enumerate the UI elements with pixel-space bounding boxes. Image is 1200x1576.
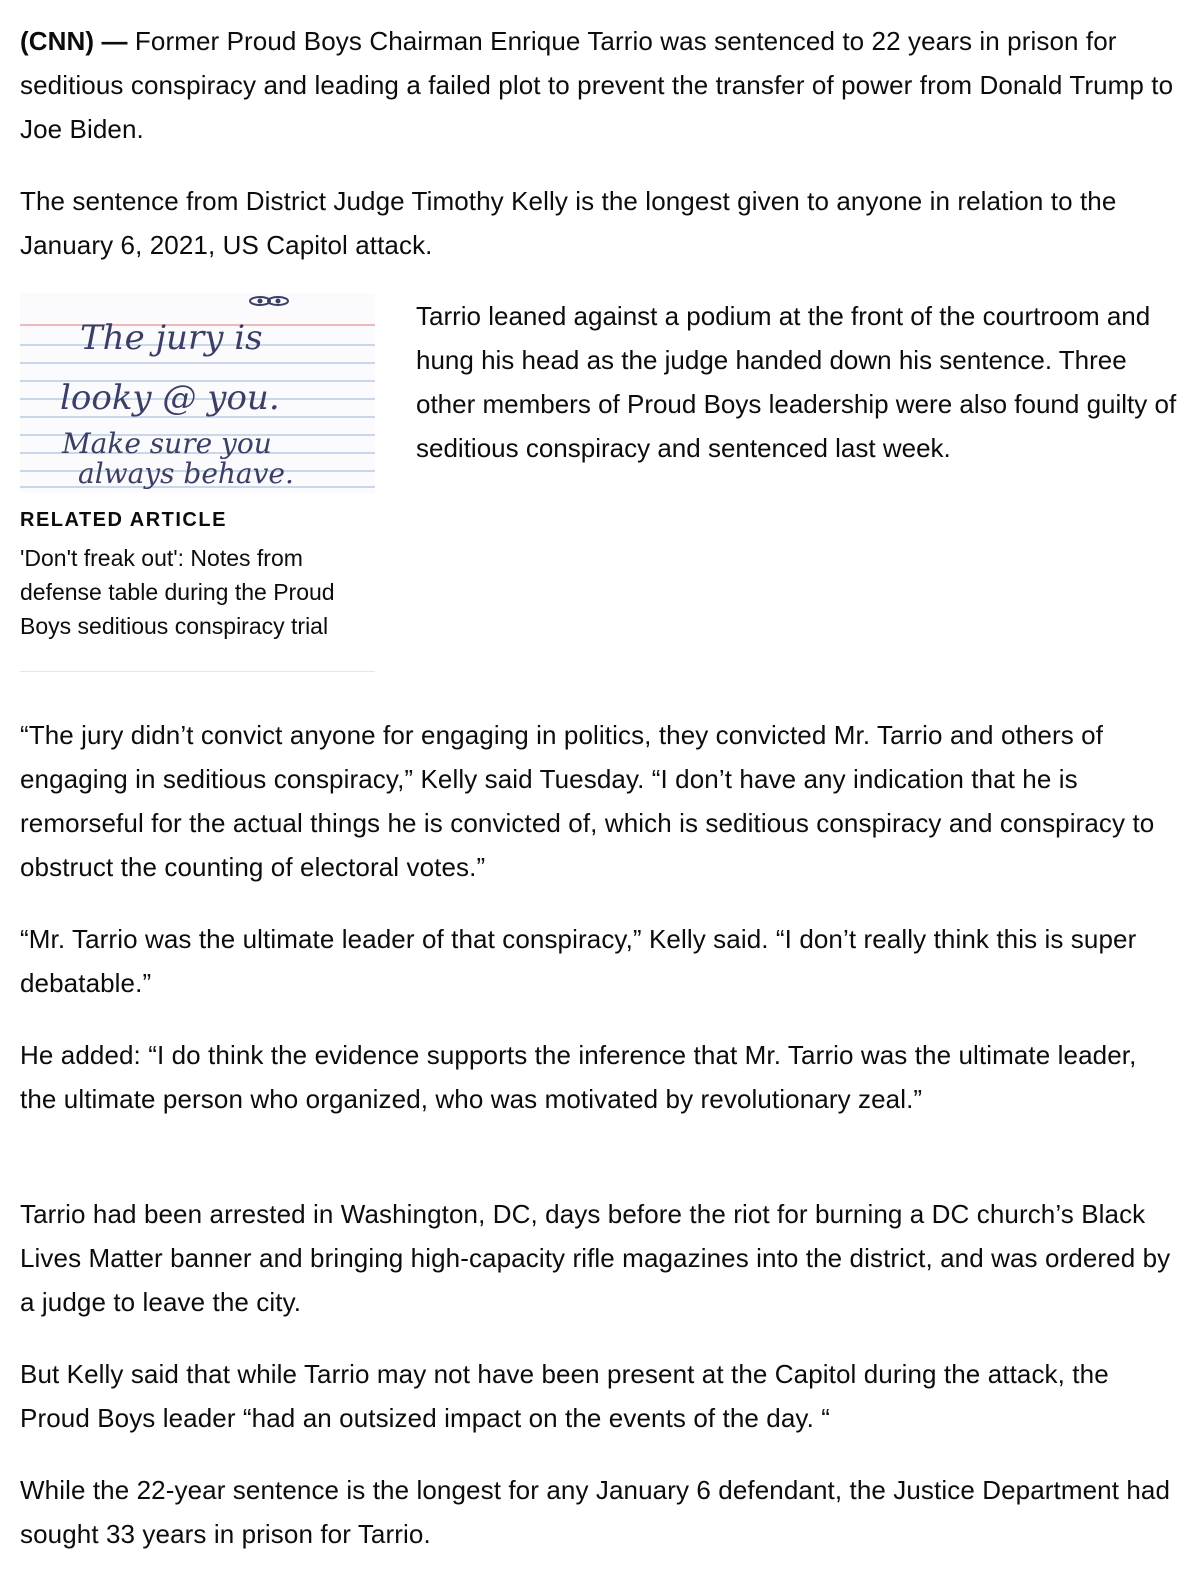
paragraph: He added: “I do think the evidence supports the inference that Mr. Tarrio was the ultimate leader, the ultimate person who organized, who was motivated by revolutionary zeal.” [20,1040,1137,1114]
related-article-label: RELATED ARTICLE [20,509,227,531]
dateline: (CNN) — [20,26,128,56]
paragraph-lede [20,19,1175,151]
paragraph: While the 22-year sentence is the longest for any January 6 defendant, the Justice Department had sought 33 years in prison for Tarrio. [20,1475,1171,1549]
related-article-card[interactable] [20,293,375,672]
note-line-4: always behave. [78,457,294,490]
note-line-2: looky @ you. [60,378,280,418]
paragraph: The sentence from District Judge Timothy Kelly is the longest given to anyone in relation to the January 6, 2021, US Capitol attack. [20,186,1117,260]
paragraph: But Kelly said that while Tarrio may not have been present at the Capitol during the attack, the Proud Boys leader “had an outsized impact on the events of the day. “ [20,1359,1109,1433]
paragraph: “Mr. Tarrio was the ultimate leader of that conspiracy,” Kelly said. “I don’t really think this is super debatable.” [20,924,1137,998]
paragraph: “The jury didn’t convict anyone for engaging in politics, they convicted Mr. Tarrio and others of engaging in seditious conspiracy,” Kelly said Tuesday. “I don’t have any indication that he is remorseful for the actual things he is convicted of, which is seditious conspiracy and conspiracy to obstruct the counting of electoral votes.” [20,720,1155,882]
paragraph: Tarrio had been arrested in Washington, DC, days before the riot for burning a DC church’s Black Lives Matter banner and bringing high-capacity rifle magazines into the district, and was ordered by a judge to leave the city. [20,1199,1171,1317]
note-line-3: Make sure you [62,427,272,460]
related-article-link[interactable]: 'Don't freak out': Notes from defense table during the Proud Boys seditious conspiracy trial [20,545,335,639]
lede-text: Former Proud Boys Chairman Enrique Tarrio was sentenced to 22 years in prison for seditious conspiracy and leading a failed plot to prevent the transfer of power from Donald Trump to Joe Biden. [20,26,1174,144]
handwritten-note-image[interactable] [20,293,375,493]
paragraph: Tarrio leaned against a podium at the front of the courtroom and hung his head as the judge handed down his sentence. Three other members of Proud Boys leadership were also found guilty of seditious conspiracy and sentenced last week. [416,301,1177,463]
note-line-1: The jury is [80,318,263,358]
